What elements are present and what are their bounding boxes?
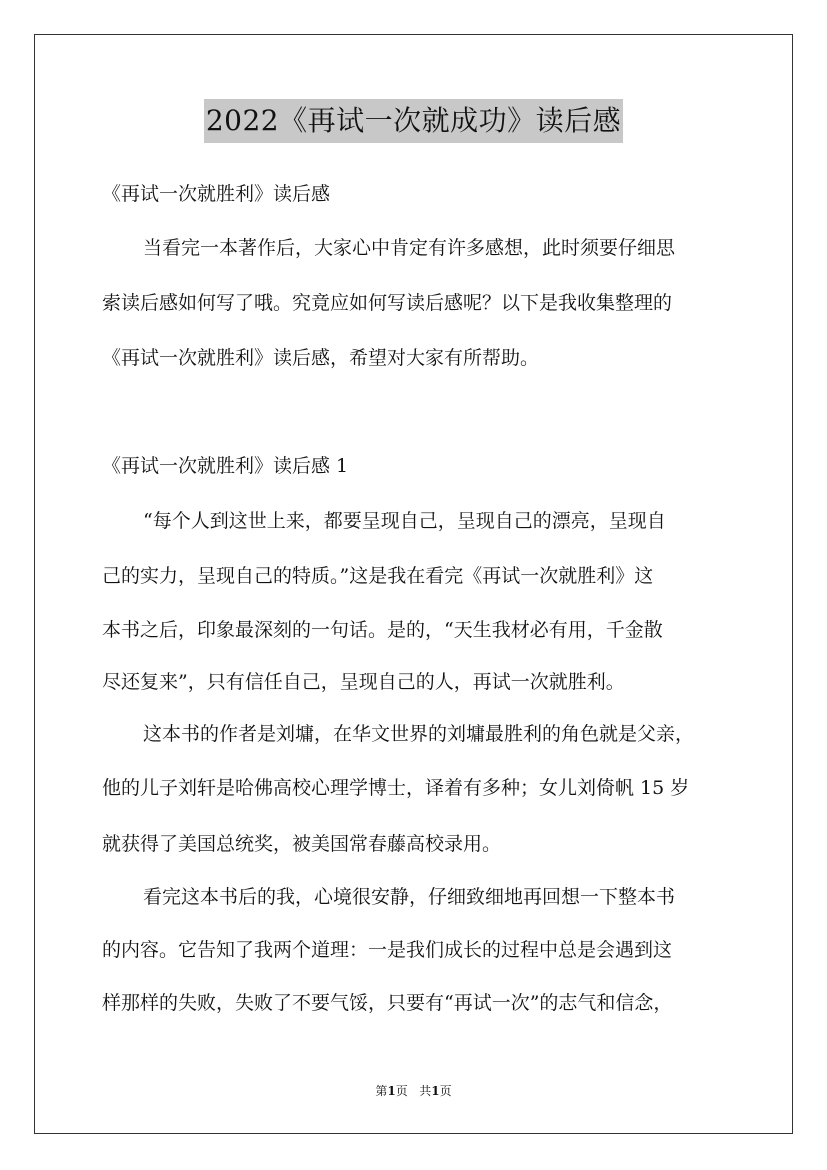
subtitle: 《再试一次就胜利》读后感 [102, 183, 331, 205]
body-line-3: 本书之后，印象最深刻的一句话。是的，“天生我材必有用，千金散 [102, 619, 663, 641]
body-line-10: 样那样的失败，失败了不要气馁，只要有“再试一次”的志气和信念， [102, 992, 673, 1014]
intro-line-1: 当看完一本著作后，大家心中肯定有许多感想，此时须要仔细思 [143, 237, 676, 259]
footer-page-number: 1 [387, 1084, 396, 1098]
body-line-1: “每个人到这世上来，都要呈现自己，呈现自己的漂亮，呈现自 [143, 510, 666, 532]
page-footer [0, 1083, 827, 1099]
document-title: 2022《再试一次就成功》读后感 [204, 99, 623, 143]
intro-line-2: 索读后感如何写了哦。究竟应如何写读后感呢？以下是我收集整理的 [102, 292, 673, 314]
footer-page-suffix: 页 [395, 1084, 408, 1098]
body-line-8: 看完这本书后的我，心境很安静，仔细致细地再回想一下整本书 [143, 886, 676, 908]
title-container [0, 99, 827, 143]
body-line-5: 这本书的作者是刘墉，在华文世界的刘墉最胜利的角色就是父亲， [143, 723, 695, 745]
body-line-7: 就获得了美国总统奖，被美国常春藤高校录用。 [102, 833, 502, 855]
section-heading: 《再试一次就胜利》读后感 1 [102, 455, 349, 477]
footer-total-pages: 1 [431, 1084, 440, 1098]
footer-total-suffix: 页 [439, 1084, 452, 1098]
footer-page-prefix: 第 [375, 1084, 388, 1098]
body-line-9: 的内容。它告知了我两个道理：一是我们成长的过程中总是会遇到这 [102, 939, 673, 961]
body-line-2: 己的实力，呈现自己的特质。”这是我在看完《再试一次就胜利》这 [102, 565, 654, 587]
intro-line-3: 《再试一次就胜利》读后感，希望对大家有所帮助。 [102, 347, 540, 369]
body-line-4: 尽还复来”，只有信任自己，呈现自己的人，再试一次就胜利。 [102, 671, 625, 693]
footer-total-prefix: 共 [419, 1084, 432, 1098]
body-line-6: 他的儿子刘轩是哈佛高校心理学博士，译着有多种；女儿刘倚帆 15 岁 [102, 777, 690, 799]
